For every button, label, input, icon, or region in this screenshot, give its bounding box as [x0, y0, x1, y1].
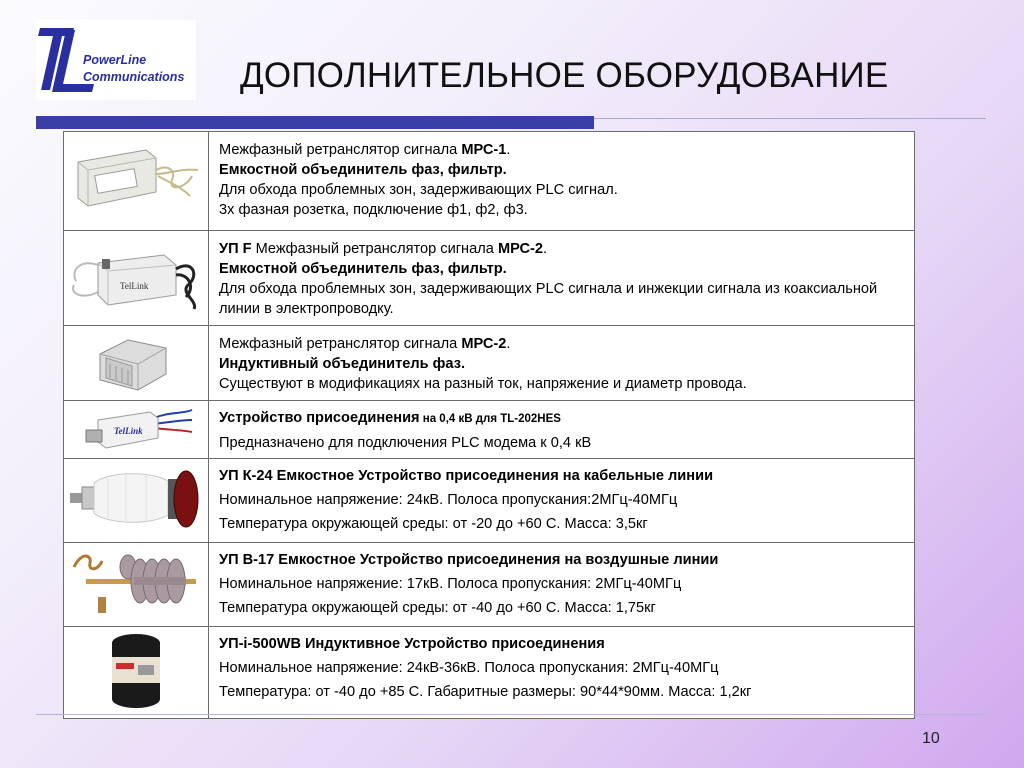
- row6-line2: Номинальное напряжение: 17кВ. Полоса пропускания: 2МГц-40МГц: [219, 576, 682, 592]
- row5-title: УП К-24 Емкостное Устройство присоединения на кабельные линии: [219, 468, 714, 484]
- device-description-cell: [209, 132, 915, 231]
- row1-line1a: Межфазный ретранслятор сигнала: [219, 142, 462, 158]
- device-description-cell: [209, 401, 915, 459]
- device-description-cell: [209, 627, 915, 719]
- table-row: [64, 231, 915, 326]
- table-row: [64, 401, 915, 459]
- row1-line1c: .: [506, 142, 511, 158]
- row2-line3: Для обхода проблемных зон, задерживающих PLC сигнала и инжекции сигнала из коаксиальной линии в электропроводку.: [219, 281, 878, 317]
- row6-line3: Температура окружающей среды: от -40 до +60 С. Масса: 1,75кг: [219, 600, 656, 616]
- device-description-cell: [209, 543, 915, 627]
- row7-line2: Номинальное напряжение: 24кВ-36кВ. Полоса пропускания: 2МГц-40МГц: [219, 660, 719, 676]
- row2-line2: Емкостной объединитель фаз, фильтр.: [219, 261, 507, 277]
- row2-line1d: .: [542, 241, 548, 257]
- row6-title: УП В-17 Емкостное Устройство присоединения на воздушные линии: [219, 552, 719, 568]
- row3-model: МРС-2: [461, 336, 507, 352]
- row7-title: УП-i-500WB Индуктивное Устройство присоединения: [219, 636, 605, 652]
- up-i-500wb-coupler-image: [106, 631, 166, 715]
- mrs2-repeater-image: [68, 239, 204, 317]
- device-image-cell: [64, 132, 209, 231]
- row3-line2: Индуктивный объединитель фаз.: [219, 356, 466, 372]
- device-description-cell: [209, 231, 915, 326]
- row1-line3: Для обхода проблемных зон, задерживающих PLC сигнал.: [219, 182, 618, 198]
- row1-line4: 3х фазная розетка, подключение ф1, ф2, ф3.: [219, 202, 528, 218]
- title-divider-line: [594, 118, 986, 119]
- up-k24-coupler-image: [68, 465, 204, 531]
- footer-divider-line: [36, 714, 986, 715]
- table-row: [64, 459, 915, 543]
- up-b17-coupler-image: [68, 547, 204, 619]
- row1-line2: Емкостной объединитель фаз, фильтр.: [219, 162, 507, 178]
- row4-subtitle: на 0,4 кВ для TL-202HES: [419, 413, 561, 425]
- table-row: [64, 543, 915, 627]
- device-description-cell: [209, 459, 915, 543]
- row2-line1b: Межфазный ретранслятор сигнала: [251, 241, 498, 257]
- row5-line2: Номинальное напряжение: 24кВ. Полоса пропускания:2МГц-40МГц: [219, 492, 678, 508]
- page-title: ДОПОЛНИТЕЛЬНОЕ ОБОРУДОВАНИЕ: [240, 56, 889, 95]
- page-number: 10: [922, 730, 940, 747]
- row5-line3: Температура окружающей среды: от -20 до +60 С. Масса: 3,5кг: [219, 516, 648, 532]
- table-row: [64, 326, 915, 401]
- device-image-cell: [64, 459, 209, 543]
- row2-model: МРС-2: [497, 241, 543, 257]
- device-brand-label: TelLink: [120, 281, 149, 291]
- mrs1-repeater-image: [68, 140, 204, 220]
- company-logo: [36, 20, 196, 100]
- row3-line1c: .: [506, 336, 511, 352]
- row1-model: МРС-1: [461, 142, 507, 158]
- logo-text-line2: Communications: [83, 70, 185, 84]
- device-image-cell: [64, 401, 209, 459]
- device-brand-label: TelLink: [114, 426, 143, 436]
- table-row: [64, 627, 915, 719]
- device-image-cell: [64, 231, 209, 326]
- row4-title: Устройство присоединения: [219, 410, 420, 426]
- device-image-cell: [64, 627, 209, 719]
- row7-line3: Температура: от -40 до +85 С. Габаритные размеры: 90*44*90мм. Масса: 1,2кг: [219, 684, 752, 700]
- row2-prefix: УП F: [219, 241, 252, 257]
- coupling-device-04kv-image: [84, 404, 194, 456]
- row3-line1a: Межфазный ретранслятор сигнала: [219, 336, 462, 352]
- title-accent-bar: [36, 116, 594, 129]
- device-image-cell: [64, 326, 209, 401]
- row4-line2: Предназначено для подключения PLC модема к 0,4 кВ: [219, 435, 592, 451]
- device-image-cell: [64, 543, 209, 627]
- row3-line3: Существуют в модификациях на разный ток, напряжение и диаметр провода.: [219, 376, 747, 392]
- inductive-coupler-image: [94, 330, 174, 396]
- equipment-table: [63, 131, 915, 719]
- table-row: [64, 132, 915, 231]
- logo-text-line1: PowerLine: [83, 53, 147, 67]
- device-description-cell: [209, 326, 915, 401]
